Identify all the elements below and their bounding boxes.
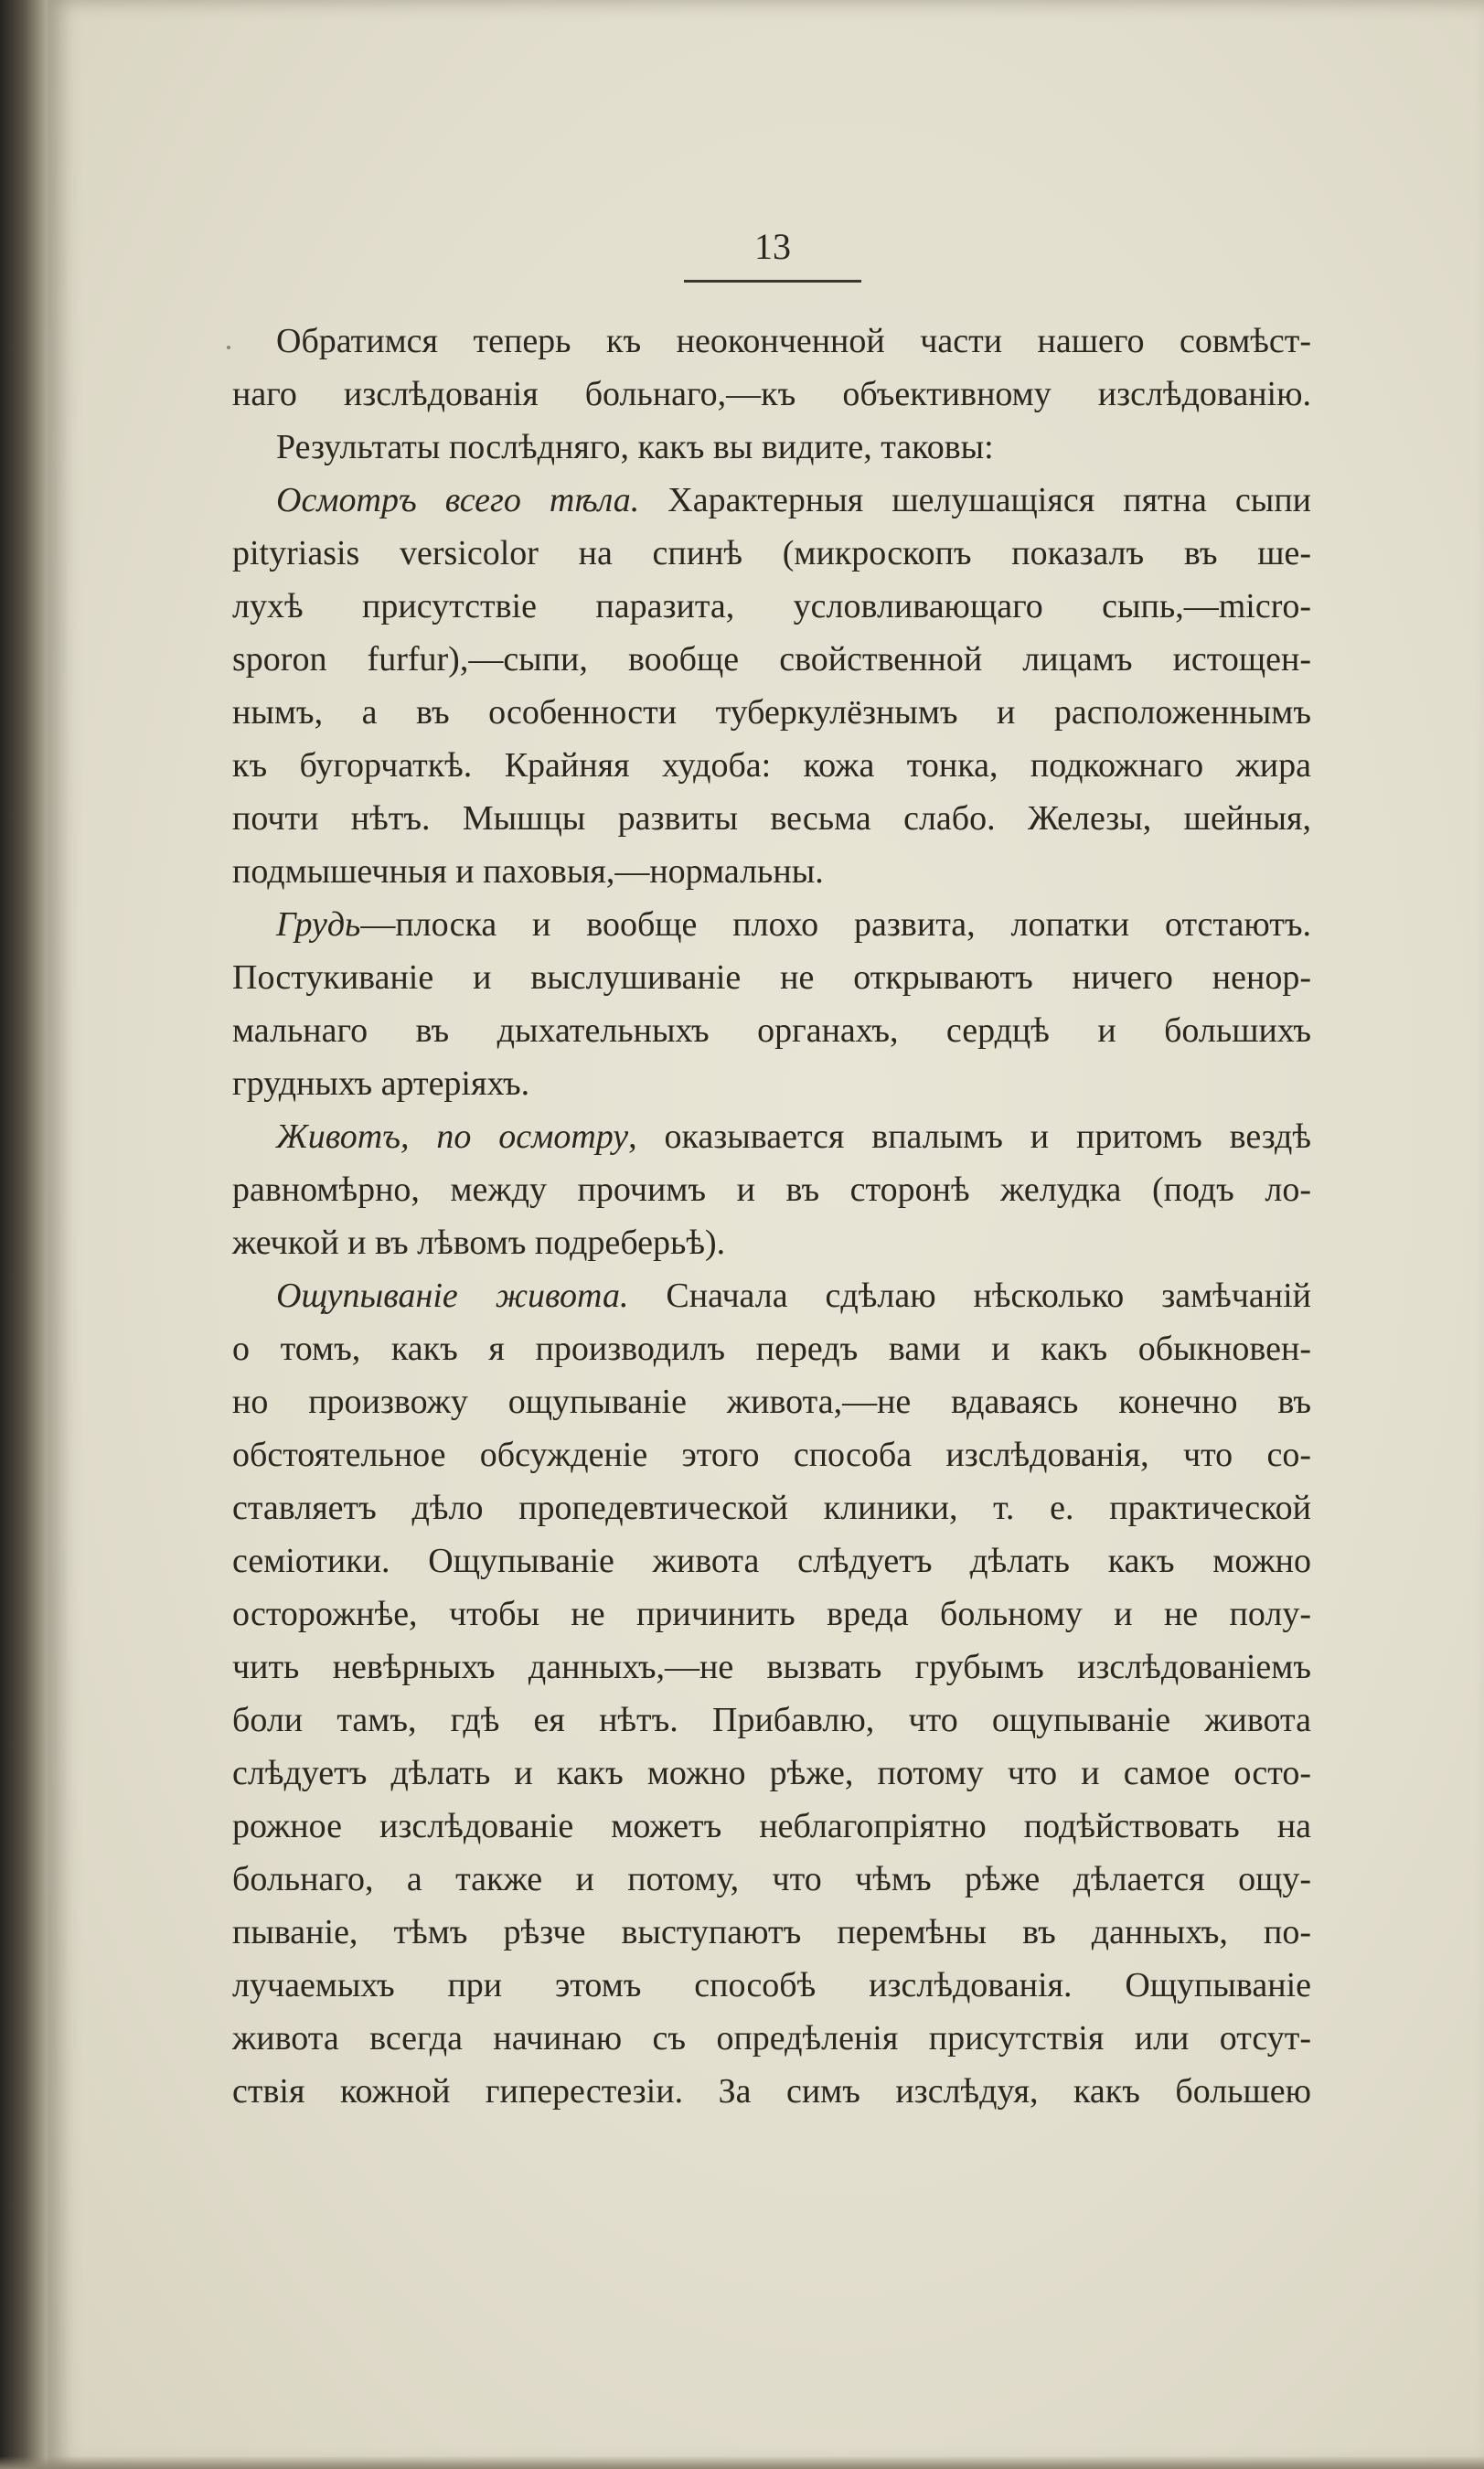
text-segment: жечкой и въ лѣвомъ подреберьѣ).	[232, 1224, 726, 1262]
page-number-rule	[684, 280, 861, 283]
text-segment: живота всегда начинаю съ опредѣленія присутствія или отсут-	[232, 2019, 1311, 2058]
text-line	[232, 1322, 1311, 1375]
text-segment: sporon furfur),—сыпи, вообще свойственной лицамъ истощен-	[232, 640, 1311, 679]
text-line	[232, 1163, 1311, 1216]
text-line	[232, 1269, 1311, 1322]
text-line	[232, 1587, 1311, 1641]
text-segment: ставляетъ дѣло пропедевтической клиники, т. е. практической	[232, 1489, 1311, 1527]
text-line	[232, 1800, 1311, 1853]
text-segment: Характерныя шелушащіяся пятна сыпи	[639, 481, 1311, 519]
text-segment: грудныхъ артеріяхъ.	[232, 1064, 530, 1103]
text-line	[232, 368, 1311, 421]
text-segment: рожное изслѣдованіе можетъ неблагопріятно подѣйствовать на	[232, 1807, 1311, 1845]
text-segment: почти нѣтъ. Мышцы развиты весьма слабо. Железы, шейныя,	[232, 799, 1311, 838]
italic-heading: Грудь	[276, 905, 361, 944]
text-line	[232, 1747, 1311, 1800]
ink-speck	[227, 346, 230, 349]
text-segment: осторожнѣе, чтобы не причинить вреда больному и не полу-	[232, 1595, 1311, 1633]
text-line	[232, 1534, 1311, 1587]
text-line	[232, 421, 1311, 474]
text-segment: наго изслѣдованія больнаго,—къ объективному изслѣдованію.	[232, 375, 1311, 413]
text-line	[232, 315, 1311, 368]
italic-heading: Ощупываніе живота.	[276, 1277, 629, 1315]
text-segment: семіотики. Ощупываніе живота слѣдуетъ дѣлать какъ можно	[232, 1542, 1311, 1580]
text-line	[232, 527, 1311, 580]
text-line	[232, 474, 1311, 527]
text-line	[232, 2065, 1311, 2118]
text-segment: Обратимся теперь къ неоконченной части нашего совмѣст-	[276, 322, 1311, 360]
italic-heading: Осмотръ всего тѣла.	[276, 481, 640, 519]
text-line	[232, 686, 1311, 739]
text-segment: обстоятельное обсужденіе этого способа изслѣдованія, что со-	[232, 1436, 1311, 1474]
text-segment: больнаго, а также и потому, что чѣмъ рѣже дѣлается ощу-	[232, 1860, 1311, 1898]
text-line	[232, 1694, 1311, 1747]
text-line	[232, 1481, 1311, 1534]
text-line	[232, 792, 1311, 845]
text-segment: лучаемыхъ при этомъ способѣ изслѣдованія. Ощупываніе	[232, 1966, 1311, 2004]
text-line	[232, 739, 1311, 792]
text-segment: къ бугорчаткѣ. Крайняя худоба: кожа тонка, подкожнаго жира	[232, 746, 1311, 785]
text-line	[232, 1375, 1311, 1428]
text-line	[232, 1004, 1311, 1057]
text-segment: подмышечныя и паховыя,—нормальны.	[232, 852, 824, 891]
text-line	[232, 1428, 1311, 1481]
text-segment: пываніе, тѣмъ рѣзче выступаютъ перемѣны въ данныхъ, по-	[232, 1913, 1311, 1951]
text-segment: pityriasis versicolor на спинѣ (микроскопъ показалъ въ ше-	[232, 534, 1311, 572]
text-line	[232, 845, 1311, 898]
text-line	[232, 580, 1311, 633]
text-segment: лухѣ присутствіе паразита, условливающаго сыпь,—micro-	[232, 587, 1311, 625]
text-segment: ствія кожной гиперестезіи. За симъ изслѣдуя, какъ большею	[232, 2072, 1311, 2111]
text-segment: мальнаго въ дыхательныхъ органахъ, сердцѣ и большихъ	[232, 1011, 1311, 1050]
text-line	[232, 2012, 1311, 2065]
text-line	[232, 951, 1311, 1004]
italic-heading: Животъ, по осмотру	[276, 1117, 629, 1156]
text-line	[232, 1853, 1311, 1906]
text-segment: Результаты послѣдняго, какъ вы видите, таковы:	[276, 428, 994, 466]
text-segment: равномѣрно, между прочимъ и въ сторонѣ желудка (подъ ло-	[232, 1170, 1311, 1209]
text-line	[232, 1110, 1311, 1163]
text-line	[232, 1057, 1311, 1110]
text-segment: о томъ, какъ я производилъ передъ вами и какъ обыкновен-	[232, 1330, 1311, 1368]
text-segment: чить невѣрныхъ данныхъ,—не вызвать грубымъ изслѣдованіемъ	[232, 1648, 1311, 1686]
text-line	[232, 1641, 1311, 1694]
text-segment: Постукиваніе и выслушиваніе не открываютъ ничего ненор-	[232, 958, 1311, 997]
text-segment: боли тамъ, гдѣ ея нѣтъ. Прибавлю, что ощупываніе живота	[232, 1701, 1311, 1739]
text-line	[232, 1216, 1311, 1269]
text-segment: но произвожу ощупываніе живота,—не вдаваясь конечно въ	[232, 1383, 1311, 1421]
body-text	[232, 315, 1311, 2118]
page-number: 13	[754, 226, 791, 267]
text-segment: нымъ, а въ особенности туберкулёзнымъ и расположеннымъ	[232, 693, 1311, 732]
text-segment: слѣдуетъ дѣлать и какъ можно рѣже, потому что и самое осто-	[232, 1754, 1311, 1792]
text-segment: Сначала сдѣлаю нѣсколько замѣчаній	[628, 1277, 1311, 1315]
text-segment: , оказывается впалымъ и притомъ вездѣ	[628, 1117, 1311, 1156]
text-line	[232, 1959, 1311, 2012]
text-line	[232, 1906, 1311, 1959]
page-bottom-edge	[0, 2456, 1484, 2469]
text-line	[232, 898, 1311, 951]
text-segment: —плоска и вообще плохо развита, лопатки отстаютъ.	[360, 905, 1311, 944]
text-line	[232, 633, 1311, 686]
